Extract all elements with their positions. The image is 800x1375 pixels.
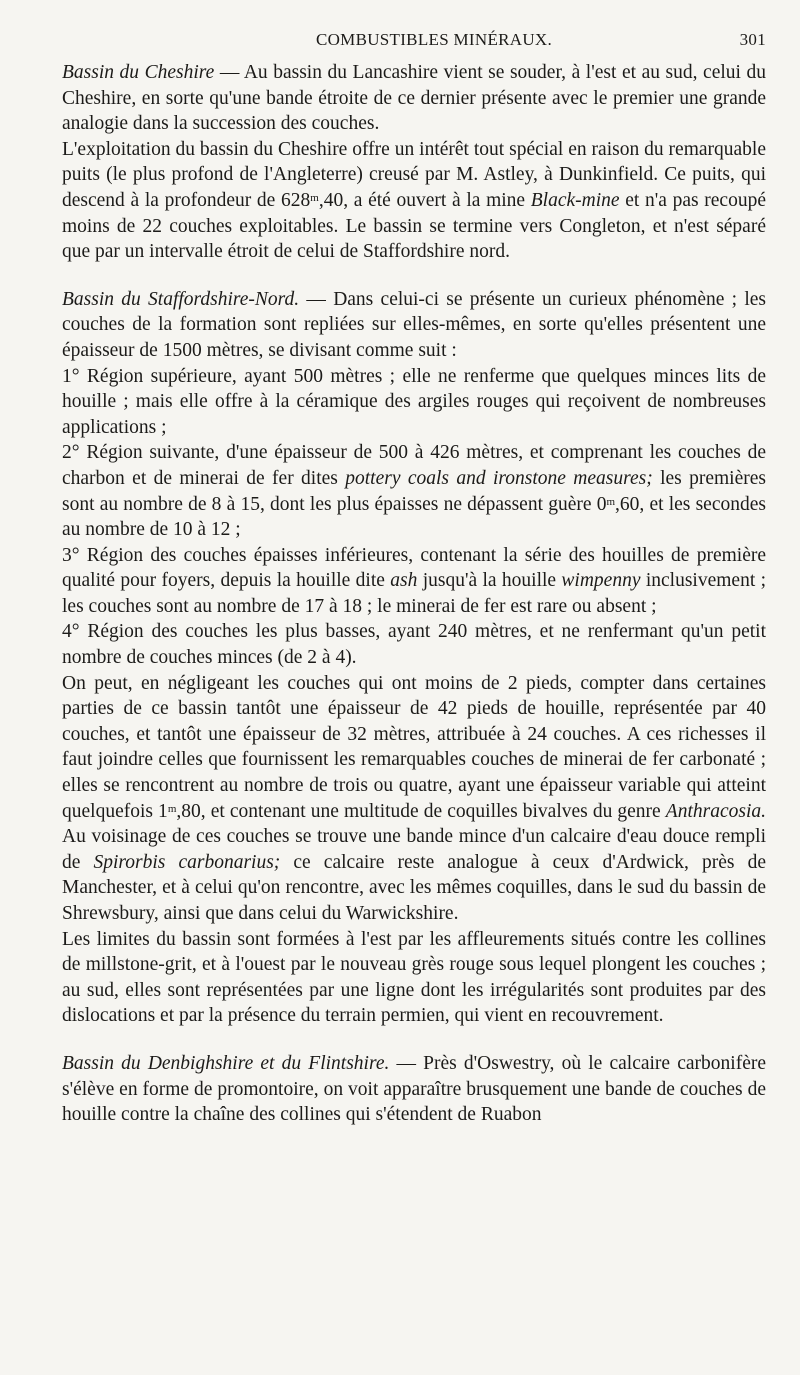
page-header <box>62 30 766 56</box>
section-title-denbighshire: Bassin du Denbighshire et du Flintshire. <box>62 1052 390 1074</box>
list-item-region-1: 1° Région supérieure, ayant 500 mètres ; elle ne renferme que quelques minces lits de houille ; mais elle offre à la céramique des argiles rouges qui reçoivent de nombreuses applications ; <box>62 365 766 438</box>
body-text <box>62 60 766 1128</box>
list-item-region-4: 4° Région des couches les plus basses, ayant 240 mètres, et ne renfermant qu'un petit nombre de couches minces (de 2 à 4). <box>62 621 766 669</box>
paragraph-staffordshire-north: Bassin du Staffordshire-Nord. — Dans celui-ci se présente un curieux phénomène ; les couches de la formation sont repliées sur elles-mêmes, en sorte qu'elles présentent une épaisseur de 1500 mètres, se divisant comme suit : <box>62 288 766 361</box>
paragraph-denbighshire: Bassin du Denbighshire et du Flintshire. — Près d'Oswestry, où le calcaire carbonifère s'élève en forme de promontoire, on voit apparaître brusquement une bande de couches de houille contre la chaîne des collines qui s'étendent de Ruabon <box>62 1052 767 1126</box>
paragraph-coal-thickness: On peut, en négligeant les couches qui ont moins de 2 pieds, compter dans certaines parties de ce bassin tantôt une épaisseur de 42 pieds de houille, représentée par 40 couches, et tantôt une épaisseur de 32 mètres, attribuée à 24 couches. A ces richesses il faut joindre celles que fournissent les remarquables couches de minerai de fer carbonaté ; elles se rencontrent au nombre de trois ou quatre, ayant une épaisseur variable qui atteint quelquefois 1$^m$,80, et contenant une multitude de coquilles bivalves du genre Anthracosia. Au voisinage de ces couches se trouve une bande mince d'un calcaire d'eau douce rempli de Spirorbis carbonarius; ce calcaire reste analogue à ceux d'Ardwick, près de Manchester, et à celui qu'on rencontre, avec les mêmes coquilles, dans le sud du bassin de Shrewsbury, ainsi que dans celui du Warwickshire. <box>62 672 766 924</box>
paragraph-astley-shaft: L'exploitation du bassin du Cheshire offre un intérêt tout spécial en raison du remarquable puits (le plus profond de l'Angleterre) creusé par M. Astley, à Dunkinfield. Ce puits, qui descend à la profondeur de 628$^m$,40, a été ouvert à la mine Black-mine et n'a pas recoupé moins de 22 couches exploitables. Le bassin se termine vers Congleton, et n'est séparé que par un intervalle étroit de celui de Staffordshire nord. <box>62 138 766 263</box>
section-title-staffordshire: Bassin du Staffordshire-Nord. <box>62 288 300 310</box>
running-title: COMBUSTIBLES MINÉRAUX. <box>315 30 553 49</box>
paragraph-basin-limits: Les limites du bassin sont formées à l'est par les affleurements situés contre les collines de millstone-grit, et à l'ouest par le nouveau grès rouge sous lequel plongent les couches ; au sud, elles sont représentées par une ligne dont les irrégularités sont produites par des dislocations et par la présence du terrain permien, qui vient en recouvrement. <box>62 928 766 1027</box>
list-item-region-3: 3° Région des couches épaisses inférieures, contenant la série des houilles de première qualité pour foyers, depuis la houille dite ash jusqu'à la houille wimpenny inclusivement ; les couches sont au nombre de 17 à 18 ; le minerai de fer est rare ou absent ; <box>62 544 767 617</box>
list-item-region-2: 2° Région suivante, d'une épaisseur de 500 à 426 mètres, et comprenant les couches de charbon et de minerai de fer dites pottery coals and ironstone measures; les premières sont au nombre de 8 à 15, dont les plus épaisses ne dépassent guère 0$^m$,60, et les secondes au nombre de 10 à 12 ; <box>62 442 766 541</box>
section-title-cheshire: Bassin du Cheshire <box>62 62 215 83</box>
paragraph-cheshire: Bassin du Cheshire — Au bassin du Lancashire vient se souder, à l'est et au sud, celui du Cheshire, en sorte qu'une bande étroite de ce dernier présente avec le premier une grande analogie dans la succession des couches. <box>62 62 766 135</box>
page-number: 301 <box>739 30 766 49</box>
